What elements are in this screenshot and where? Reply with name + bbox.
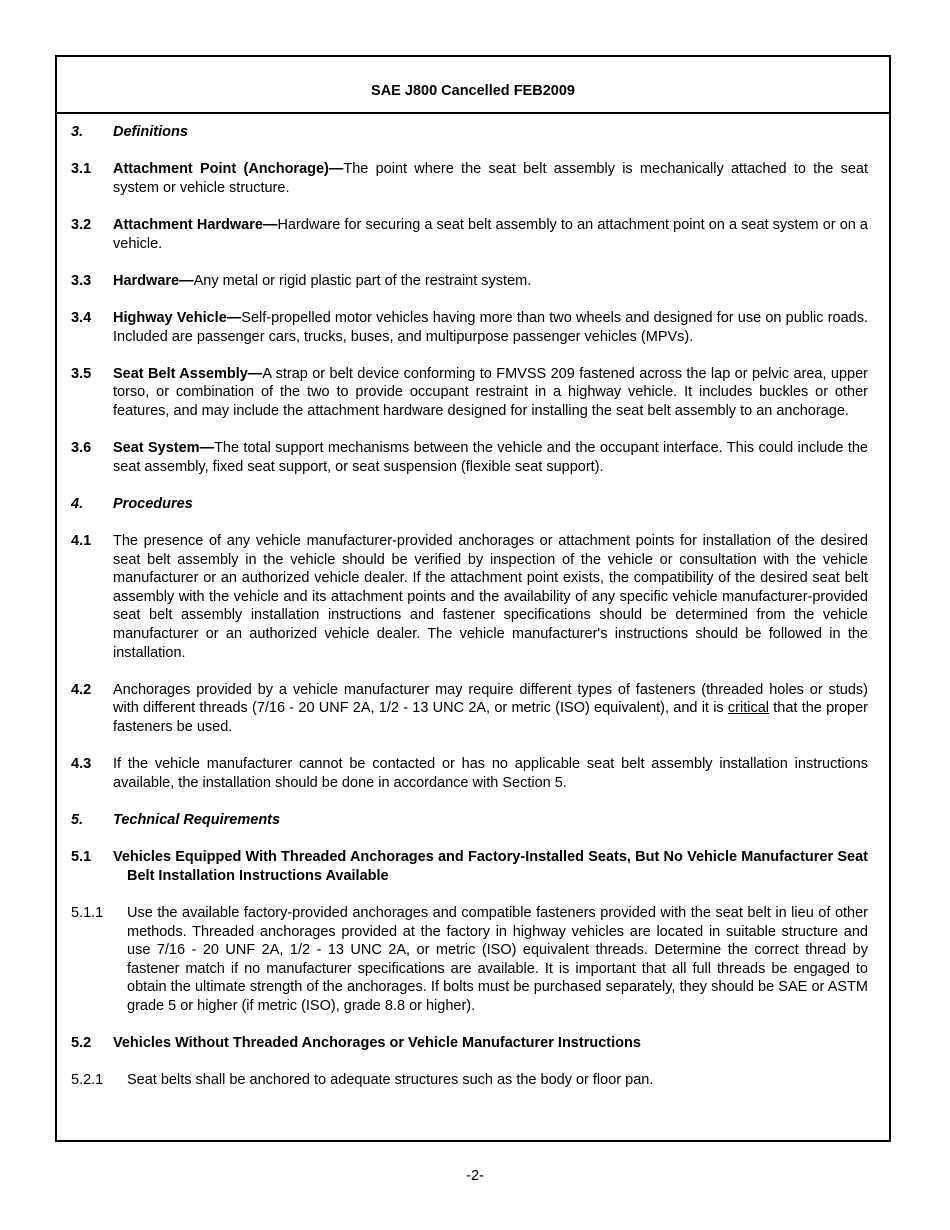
definition-3-1 (71, 160, 868, 197)
paragraph-5-1-1 (71, 904, 868, 1016)
document-body (71, 114, 868, 1090)
section-3-heading (71, 123, 868, 142)
definition-term: Attachment Point (Anchorage)— (113, 161, 344, 178)
section-number: 3.3 (71, 272, 92, 289)
definition-3-4 (71, 309, 868, 346)
subsection-5-1 (71, 848, 868, 885)
document-header: SAE J800 Cancelled FEB2009 (57, 57, 889, 114)
definition-text: A strap or belt device conforming to FMVSS 209 fastened across the lap or pelvic area, upper torso, or combination of the two to provide occupant restraint in a highway vehicle. It includes buckles or other features, and may include the attachment hardware designed for installing the seat belt assembly to an anchorage. (113, 365, 868, 419)
paragraph-text: The presence of any vehicle manufacturer-provided anchorages or attachment points for installation of the desired seat belt assembly in the vehicle should be verified by inspection of the vehicle or consultation with the vehicle manufacturer or an authorized vehicle dealer. If the attachment point exists, the compatibility of the desired seat belt assembly with the vehicle and its attachment points and the availability of any specific vehicle manufacturer-provided seat belt assembly installation instructions and fastener specifications should be determined from the vehicle manufacturer or an authorized vehicle dealer. The vehicle manufacturer's instructions should be followed in the installation. (113, 533, 868, 661)
definition-text: Any metal or rigid plastic part of the restraint system. (193, 272, 532, 289)
definition-term: Highway Vehicle— (113, 309, 242, 326)
definition-3-5 (71, 365, 868, 421)
definition-3-6 (71, 439, 868, 476)
section-number: 4.2 (71, 681, 92, 698)
section-number: 3.4 (71, 309, 92, 326)
section-number: 3.5 (71, 365, 92, 382)
section-number: 5. (71, 811, 84, 828)
section-number: 4. (71, 495, 84, 512)
definition-text: Self-propelled motor vehicles having more than two wheels and designed for use on public roads. Included are passenger cars, trucks, buses, and multipurpose passenger vehicles (MPVs). (113, 309, 868, 345)
paragraph-4-2 (71, 681, 868, 737)
paragraph-4-3 (71, 755, 868, 792)
definition-text: The total support mechanisms between the vehicle and the occupant interface. This could include the seat assembly, fixed seat support, or seat suspension (flexible seat support). (113, 440, 868, 475)
section-number: 3.1 (71, 161, 92, 178)
definition-text: The point where the seat belt assembly is mechanically attached to the seat system or vehicle structure. (113, 161, 868, 196)
paragraph-text: If the vehicle manufacturer cannot be contacted or has no applicable seat belt assembly installation instructions available, the installation should be done in accordance with Section 5. (113, 756, 868, 791)
paragraph-text: Anchorages provided by a vehicle manufacturer may require different types of fasteners (threaded holes or studs) with different threads (7/16 - 20 UNF 2A, 1/2 - 13 UNC 2A, or metric (ISO) equivalent), and it is (113, 681, 868, 717)
underlined-word: critical (727, 700, 770, 717)
subsection-title: Vehicles Without Threaded Anchorages or Vehicle Manufacturer Instructions (113, 1035, 641, 1052)
section-number: 5.1 (71, 849, 92, 866)
section-number: 4.3 (71, 756, 92, 773)
section-title: Technical Requirements (113, 811, 281, 828)
section-number: 5.2.1 (71, 1072, 104, 1089)
paragraph-5-2-1 (71, 1071, 868, 1090)
section-number: 5.2 (71, 1035, 92, 1052)
definition-term: Hardware— (113, 272, 194, 289)
paragraph-text: Use the available factory-provided anchorages and compatible fasteners provided with the seat belt in lieu of other methods. Threaded anchorages provided at the factory in highway vehicles are located in suitable structure and use 7/16 - 20 UNF 2A, 1/2 - 13 UNC 2A, or metric (ISO) equivalent threads. Determine the correct thread by fastener match if no manufacturer specifications are available. It is important that all full threads be engaged to obtain the ultimate strength of the anchorages. If bolts must be purchased separately, they should be SAE or ASTM grade 5 or higher (if metric (ISO), grade 8.8 or higher). (127, 904, 868, 1014)
section-5-heading (71, 811, 868, 830)
section-number: 3. (71, 124, 84, 140)
page-frame (55, 55, 891, 1142)
definition-term: Attachment Hardware— (113, 216, 278, 233)
paragraph-4-1 (71, 532, 868, 662)
section-title: Definitions (113, 124, 188, 140)
definition-3-2 (71, 216, 868, 253)
subsection-title: Vehicles Equipped With Threaded Anchorages and Factory-Installed Seats, But No Vehicle Manufacturer Seat Belt Installation Instructions Available (113, 849, 868, 884)
section-number: 3.2 (71, 216, 92, 233)
definition-term: Seat System— (113, 440, 215, 457)
subsection-5-2 (71, 1034, 868, 1053)
section-4-heading (71, 495, 868, 514)
paragraph-text: that the proper fasteners be used. (113, 700, 869, 735)
section-number: 4.1 (71, 533, 92, 550)
section-number: 3.6 (71, 440, 92, 457)
definition-3-3 (71, 272, 868, 291)
page-number: -2- (466, 1168, 484, 1184)
paragraph-text: Seat belts shall be anchored to adequate structures such as the body or floor pan. (127, 1072, 654, 1089)
definition-term: Seat Belt Assembly— (113, 365, 263, 382)
section-title: Procedures (113, 495, 193, 512)
section-number: 5.1.1 (71, 904, 104, 921)
definition-text: Hardware for securing a seat belt assembly to an attachment point on a seat system or on a vehicle. (113, 216, 868, 252)
